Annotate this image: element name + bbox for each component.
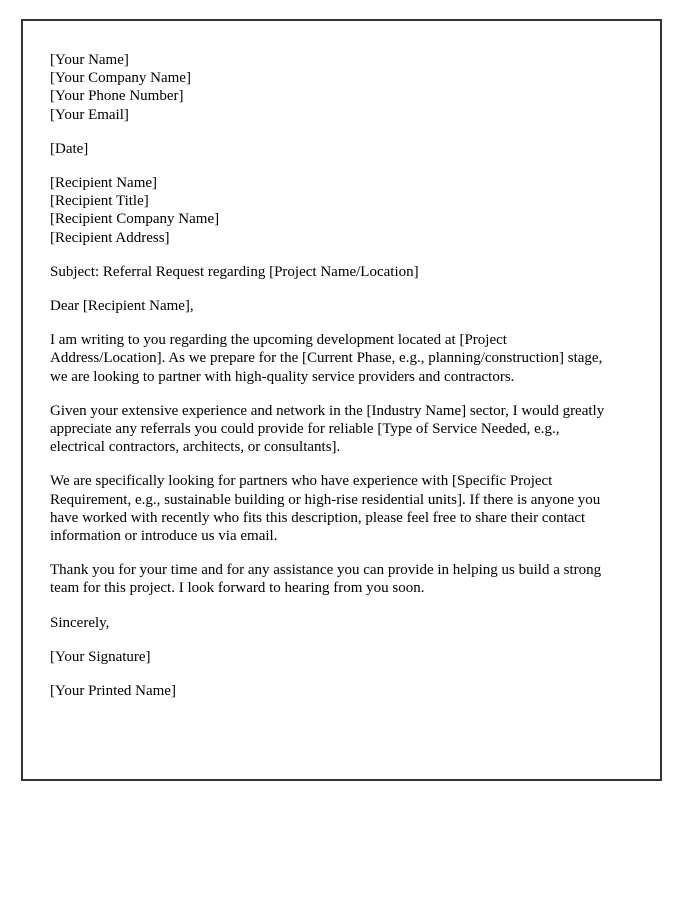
date-line: [Date]: [50, 140, 89, 157]
body-paragraph-1: I am writing to you regarding the upcoming development located at [Project Address/Location]. As we prepare for the [Current Phase, e.g., planning/construction] stage, we are looking to partner with high-quality service providers and contractors.: [50, 332, 603, 385]
signature-placeholder: [Your Signature]: [50, 648, 151, 665]
date-block: [50, 140, 615, 158]
body-paragraph-4: Thank you for your time and for any assistance you can provide in helping us build a strong team for this project. I look forward to hearing from you soon.: [50, 562, 602, 597]
salutation-line: Dear [Recipient Name],: [50, 298, 194, 315]
subject-line: Subject: Referral Request regarding [Project Name/Location]: [50, 263, 419, 280]
body-paragraph-2: Given your extensive experience and network in the [Industry Name] sector, I would greatly appreciate any referrals you could provide for reliable [Type of Service Needed, e.g., electrical contractors, architects, or consultants].: [50, 402, 605, 456]
sender-email: [Your Email]: [50, 106, 129, 123]
letter-page-frame: [21, 19, 662, 781]
recipient-block: [50, 174, 615, 247]
printed-name-line: [Your Printed Name]: [50, 683, 176, 700]
sender-name: [Your Name]: [50, 52, 129, 68]
sender-block: [50, 51, 615, 124]
body-paragraph-3: We are specifically looking for partners who have experience with [Specific Project Requirement, e.g., sustainable building or high-rise residential units]. If there is anyone you have worked with recently who fits this description, please feel free to share their contact information or introduce us via email.: [50, 473, 601, 545]
letter-content: [23, 21, 660, 700]
sender-phone: [Your Phone Number]: [50, 88, 184, 105]
recipient-address: [Recipient Address]: [50, 229, 170, 246]
closing-line: Sincerely,: [50, 614, 110, 631]
recipient-name: [Recipient Name]: [50, 175, 158, 192]
recipient-company: [Recipient Company Name]: [50, 211, 220, 228]
recipient-title: [Recipient Title]: [50, 193, 149, 210]
sender-company: [Your Company Name]: [50, 70, 191, 87]
